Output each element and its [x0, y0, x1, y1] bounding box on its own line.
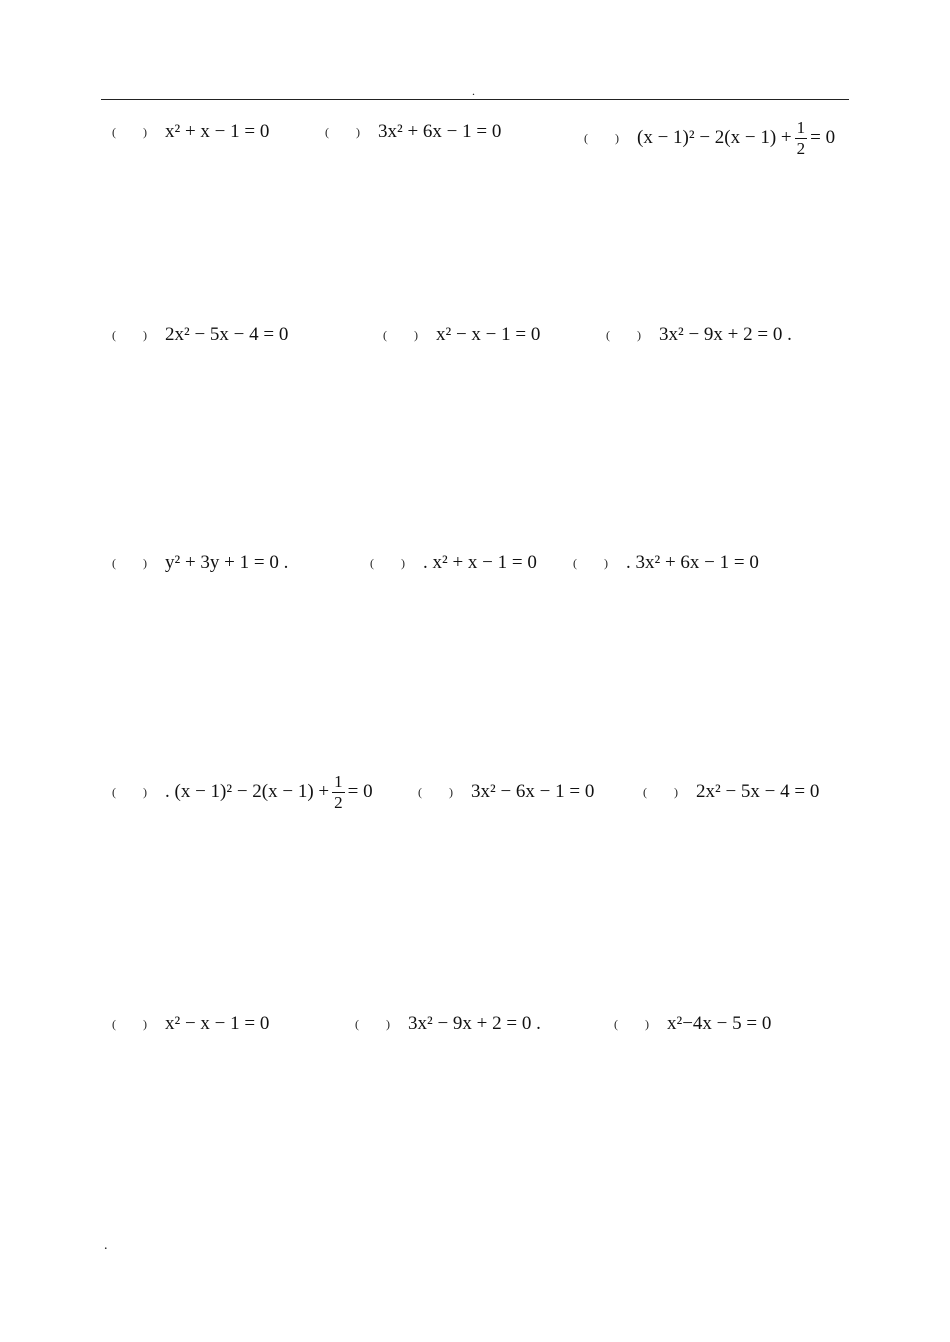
equation: . 3x² + 6x − 1 = 0: [626, 552, 759, 573]
answer-blank[interactable]: ( ): [643, 784, 690, 799]
equation: 3x² − 6x − 1 = 0: [471, 781, 595, 802]
equation: 3x² + 6x − 1 = 0: [378, 121, 502, 142]
equation: 3x² − 9x + 2 = 0 .: [659, 324, 792, 345]
answer-blank[interactable]: ( ): [606, 327, 653, 342]
answer-blank[interactable]: ( ): [112, 124, 159, 139]
fraction-denominator: 2: [334, 792, 343, 812]
equation: x² − x − 1 = 0: [165, 1013, 270, 1034]
problem-item: [383, 315, 540, 355]
problem-row: [0, 1004, 950, 1064]
problem-item: [112, 315, 288, 355]
header-mark: .: [472, 84, 475, 98]
fraction: [795, 118, 808, 159]
problem-item: [643, 772, 819, 812]
problem-item: [112, 112, 269, 152]
answer-blank[interactable]: ( ): [614, 1016, 661, 1031]
equation-suffix: = 0: [810, 127, 836, 148]
answer-blank[interactable]: ( ): [370, 555, 417, 570]
problem-item: [418, 772, 594, 812]
problem-row: [0, 543, 950, 603]
answer-blank[interactable]: ( ): [112, 784, 159, 799]
answer-blank[interactable]: ( ): [112, 555, 159, 570]
problem-item: [355, 1004, 541, 1044]
answer-blank[interactable]: ( ): [325, 124, 372, 139]
fraction-numerator: 1: [334, 771, 343, 791]
fraction: [332, 772, 345, 813]
problem-row: [0, 112, 950, 172]
equation: 3x² − 9x + 2 = 0 .: [408, 1013, 541, 1034]
equation: 2x² − 5x − 4 = 0: [696, 781, 820, 802]
equation: x² − x − 1 = 0: [436, 324, 541, 345]
footer-mark: .: [104, 1238, 108, 1253]
fraction-numerator: 1: [796, 117, 806, 137]
equation-prefix: (x − 1)² − 2(x − 1) +: [637, 127, 792, 148]
problem-item: [614, 1004, 771, 1044]
problem-item: [584, 118, 835, 158]
answer-blank[interactable]: ( ): [584, 130, 631, 145]
problem-row: [0, 772, 950, 832]
equation: 2x² − 5x − 4 = 0: [165, 324, 289, 345]
problem-item: [112, 543, 288, 583]
problem-item: [606, 315, 792, 355]
fraction-denominator: 2: [796, 138, 806, 158]
problem-item: [573, 543, 759, 583]
problem-item: [112, 772, 373, 812]
header-rule: [101, 99, 849, 100]
problem-item: [325, 112, 501, 152]
equation: y² + 3y + 1 = 0 .: [165, 552, 289, 573]
answer-blank[interactable]: ( ): [355, 1016, 402, 1031]
answer-blank[interactable]: ( ): [112, 1016, 159, 1031]
equation: . x² + x − 1 = 0: [423, 552, 537, 573]
answer-blank[interactable]: ( ): [112, 327, 159, 342]
problem-item: [112, 1004, 269, 1044]
answer-blank[interactable]: ( ): [418, 784, 465, 799]
problem-item: [370, 543, 537, 583]
equation: x²−4x − 5 = 0: [667, 1013, 772, 1034]
equation-prefix: . (x − 1)² − 2(x − 1) +: [165, 781, 330, 802]
problem-row: [0, 315, 950, 375]
answer-blank[interactable]: ( ): [573, 555, 620, 570]
equation-suffix: = 0: [347, 781, 373, 802]
answer-blank[interactable]: ( ): [383, 327, 430, 342]
equation: x² + x − 1 = 0: [165, 121, 270, 142]
